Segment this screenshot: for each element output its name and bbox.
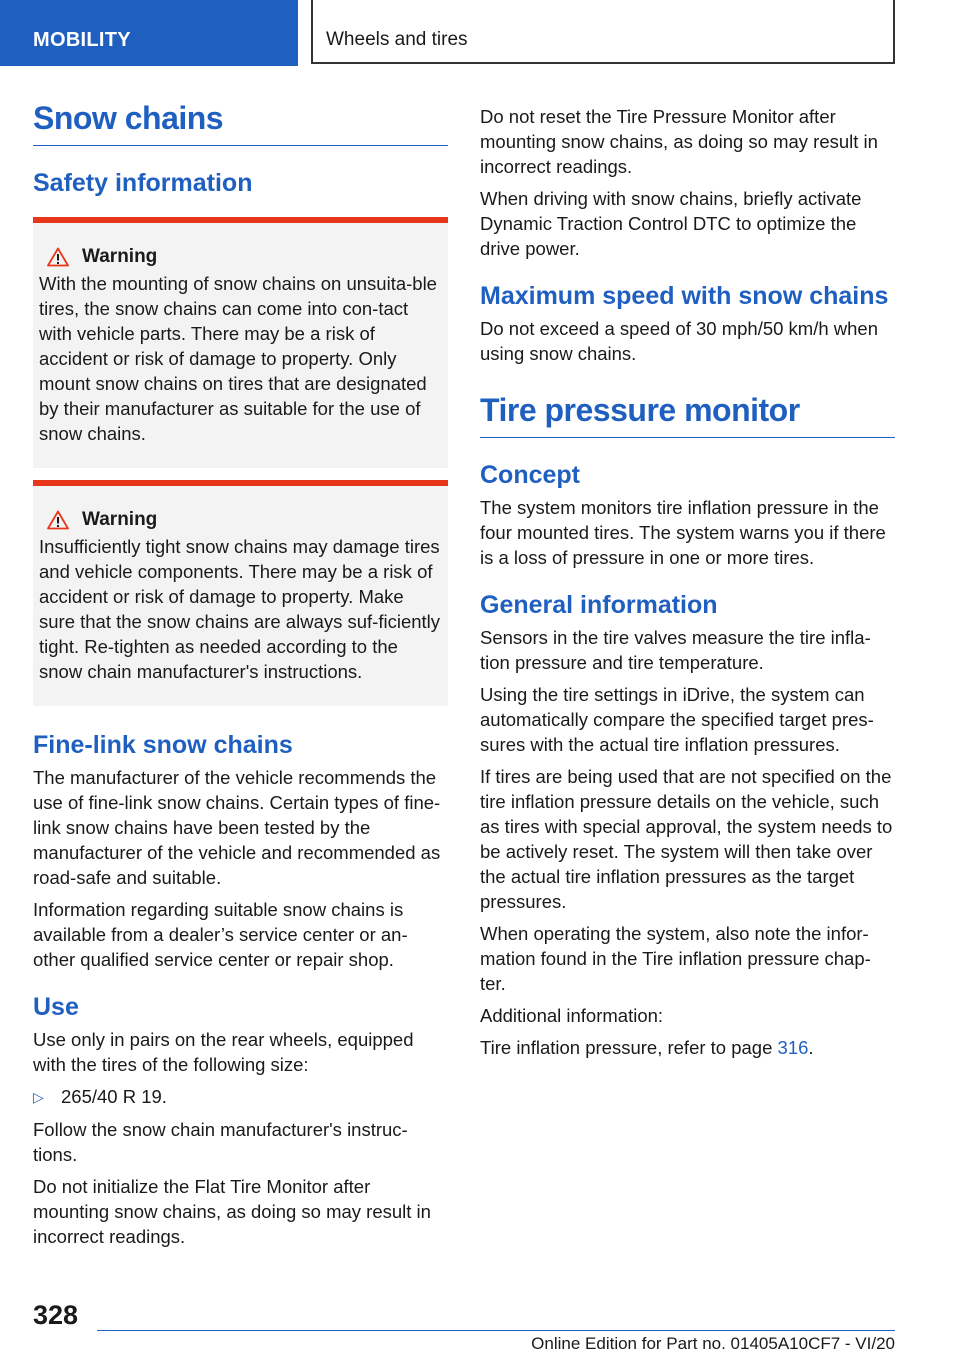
paragraph: Using the tire settings in iDrive, the system can automatically compare the specified target pres-sures with the actual tire inflation pressures. <box>480 684 874 755</box>
paragraph: The system monitors tire inflation pressure in the four mounted tires. The system warns you if there is a loss of pressure in one or more tires. <box>480 497 886 568</box>
paragraph: When driving with snow chains, briefly activate Dynamic Traction Control DTC to optimize the drive power. <box>480 188 862 259</box>
paragraph: Use only in pairs on the rear wheels, equipped with the tires of the following size: <box>33 1029 414 1075</box>
warning-title: Warning <box>82 246 158 267</box>
chapter-label: Wheels and tires <box>311 0 895 64</box>
page-reference <box>480 1035 895 1060</box>
heading-general-information: General information <box>480 591 718 619</box>
heading-use: Use <box>33 993 79 1021</box>
section-label: MOBILITY <box>0 0 298 66</box>
paragraph: Do not exceed a speed of 30 mph/50 km/h when using snow chains. <box>480 318 879 364</box>
paragraph: When operating the system, also note the infor-mation found in the Tire inflation pressure chap-ter. <box>480 923 871 994</box>
page-header <box>0 0 960 66</box>
warning-box <box>33 217 448 468</box>
section-title-snow-chains: Snow chains <box>33 100 448 146</box>
page-number: 328 <box>33 1300 79 1330</box>
list-item-text: 265/40 R 19. <box>61 1086 167 1107</box>
warning-triangle-icon <box>47 247 69 267</box>
right-column <box>480 104 895 1067</box>
warning-triangle-icon <box>47 510 69 530</box>
list-item <box>33 1084 448 1110</box>
warning-text: Insufficiently tight snow chains may damage tires and vehicle components. There may be a risk of accident or risk of damage to property. Make sure that the snow chains are always suf-ficiently tight. Re-tighten as needed according to the snow chain manufacturer's instructions. <box>39 536 441 682</box>
heading-concept: Concept <box>480 461 580 489</box>
section-title-tire-pressure-monitor: Tire pressure monitor <box>480 392 895 438</box>
paragraph: If tires are being used that are not specified on the tire inflation pressure details on the vehicle, such as tires with special approval, the system needs to be actively reset. The system will then take over the actual tire inflation pressures as the target pressures. <box>480 766 893 912</box>
heading-fine-link-snow-chains: Fine-link snow chains <box>33 731 293 759</box>
warning-header <box>39 508 442 532</box>
bullet-triangle-icon: ▷ <box>33 1089 44 1105</box>
paragraph: Do not reset the Tire Pressure Monitor after mounting snow chains, as doing so may result in incorrect readings. <box>480 106 878 177</box>
warning-text: With the mounting of snow chains on unsuita-ble tires, the snow chains can come into con-tact with vehicle parts. There may be a risk of accident or risk of damage to property. Only mount snow chains on tires that are designated by their manufacturer as suitable for the use of snow chains. <box>39 273 437 444</box>
paragraph: Do not initialize the Flat Tire Monitor after mounting snow chains, as doing so may result in incorrect readings. <box>33 1176 431 1247</box>
warning-box <box>33 480 448 706</box>
reference-text: Tire inflation pressure, refer to page <box>480 1037 778 1058</box>
reference-suffix: . <box>808 1037 814 1058</box>
paragraph: Additional information: <box>480 1005 664 1026</box>
footer-divider <box>97 1330 895 1331</box>
heading-safety-information: Safety information <box>33 169 253 197</box>
paragraph: Information regarding suitable snow chains is available from a dealer’s service center or an-other qualified service center or repair shop. <box>33 899 408 970</box>
page-link[interactable]: 316 <box>777 1037 809 1058</box>
warning-title: Warning <box>82 509 158 530</box>
heading-maximum-speed: Maximum speed with snow chains <box>480 282 889 310</box>
paragraph: Sensors in the tire valves measure the tire infla-tion pressure and tire temperature. <box>480 627 871 673</box>
paragraph: The manufacturer of the vehicle recommends the use of fine-link snow chains. Certain types of fine-link snow chains have been tested by the manufacturer of the vehicle and recommended as road-safe and suitable. <box>33 767 441 888</box>
footer-edition: Online Edition for Part no. 01405A10CF7 - VI/20 <box>531 1334 895 1353</box>
warning-header <box>39 245 442 269</box>
paragraph: Follow the snow chain manufacturer's instruc-tions. <box>33 1119 408 1165</box>
left-column <box>33 100 448 1256</box>
